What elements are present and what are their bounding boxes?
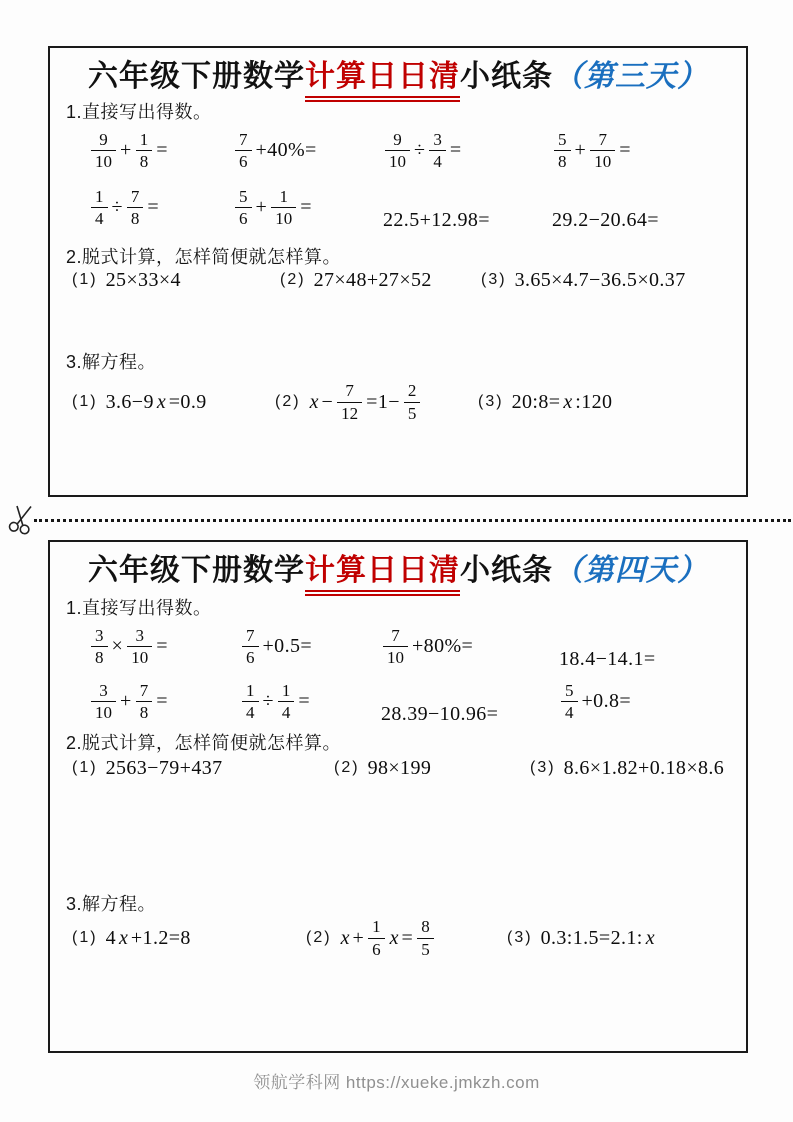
fraction-bar [271, 207, 296, 208]
fraction-bar [91, 207, 108, 208]
math-expression [308, 381, 424, 422]
equation-problems-row [72, 370, 742, 434]
fraction: $\frac{3}{10}$ [127, 626, 152, 667]
problem-item [507, 927, 657, 950]
math-expression [339, 917, 437, 958]
problem-item [481, 269, 687, 292]
math-text: 4 [105, 926, 116, 949]
math-variable: x [563, 390, 573, 413]
fraction: $\frac{7}{10}$ [383, 626, 408, 667]
cut-divider [0, 501, 793, 537]
fraction: $\frac{5}{4}$ [561, 681, 578, 722]
fraction: $\frac{5}{6}$ [235, 187, 252, 228]
math-expression [551, 209, 660, 232]
math-variable: x [118, 926, 128, 949]
problem-item [478, 391, 613, 414]
math-expression [105, 757, 224, 780]
math-text: = [156, 635, 168, 657]
page-title [50, 51, 746, 102]
math-expression [540, 927, 657, 950]
math-expression [367, 757, 433, 780]
problem-item [334, 757, 530, 780]
math-text: ÷ [111, 196, 123, 218]
math-text: = [298, 690, 311, 712]
math-text: 98×199 [367, 756, 432, 779]
math-text: =0.9 [168, 390, 207, 413]
math-text: 22.5+12.98= [383, 209, 490, 231]
fraction: $\frac{7}{6}$ [235, 130, 252, 171]
footer-watermark: 领航学科网 https://xueke.jmkzh.com [253, 1073, 540, 1092]
math-text: + [120, 690, 132, 712]
math-text: + [120, 139, 132, 161]
math-expression [563, 757, 726, 780]
section-heading-oral: 1.直接写出得数。 [66, 102, 212, 122]
section-heading-equations: 3.解方程。 [66, 894, 157, 914]
fraction: $\frac{2}{5}$ [404, 381, 421, 422]
fraction-bar [429, 150, 446, 151]
fraction-bar [383, 646, 408, 647]
oral-problems-row [88, 179, 738, 236]
math-text: 2563−79+437 [105, 756, 223, 779]
math-variable: x [309, 390, 319, 413]
oral-problems-row [88, 122, 738, 179]
math-expression [88, 681, 239, 722]
fraction-bar [136, 150, 153, 151]
fraction: $\frac{1}{8}$ [136, 130, 153, 171]
fraction-bar [337, 402, 362, 403]
fraction: $\frac{3}{8}$ [91, 626, 108, 667]
math-expression [380, 703, 558, 726]
math-expression [105, 269, 182, 292]
fraction-bar [127, 646, 152, 647]
fraction: $\frac{7}{8}$ [136, 681, 153, 722]
problem-number-label: (3) [481, 271, 507, 288]
math-text: =1− [366, 390, 400, 413]
title-suffix-text: 小纸条 [460, 554, 553, 587]
fraction-bar [561, 701, 578, 702]
problem-number-label: (1) [72, 393, 98, 410]
fraction: $\frac{9}{10}$ [385, 130, 410, 171]
math-expression [232, 130, 382, 171]
problem-number-label: (3) [530, 759, 556, 776]
fraction: $\frac{7}{8}$ [127, 187, 144, 228]
fraction: $\frac{8}{5}$ [417, 917, 434, 958]
scissors-icon [6, 501, 36, 541]
problem-number-label: (2) [275, 393, 301, 410]
math-expression [239, 626, 380, 667]
title-grade-text: 六年级下册数学 [88, 554, 305, 587]
math-text: +0.8= [581, 690, 632, 712]
title-day-label: （第三天） [553, 60, 708, 93]
math-text: = [619, 139, 631, 161]
math-expression [380, 626, 558, 667]
fraction-bar [91, 150, 116, 151]
math-text: +1.2=8 [130, 926, 191, 949]
math-expression [239, 681, 380, 722]
math-variable: x [645, 926, 655, 949]
equation-problems-row [72, 906, 742, 970]
fraction-bar [278, 701, 295, 702]
fraction: $\frac{3}{4}$ [429, 130, 446, 171]
math-expression [382, 130, 551, 171]
math-text: +0.5= [262, 635, 313, 657]
fraction-bar [590, 150, 615, 151]
fraction-bar [368, 938, 385, 939]
oral-problems-row [88, 618, 738, 675]
problem-item [72, 757, 334, 780]
math-expression [558, 681, 632, 722]
page-title [50, 545, 746, 596]
fraction: $\frac{1}{4}$ [278, 681, 295, 722]
math-text: ÷ [414, 139, 426, 161]
problem-item [306, 917, 507, 958]
problem-number-label: (2) [280, 271, 306, 288]
math-expression [514, 269, 687, 292]
problem-item [72, 269, 280, 292]
math-text: :120 [575, 390, 613, 413]
math-text: +80%= [412, 635, 474, 657]
problem-number-label: (2) [306, 929, 332, 946]
math-expression [313, 269, 433, 292]
fraction-bar [136, 701, 153, 702]
day4-worksheet-box [48, 540, 748, 1053]
problem-item [72, 391, 275, 414]
problem-number-label: (1) [72, 759, 98, 776]
math-text: = [147, 196, 160, 218]
math-expression [88, 130, 232, 171]
simplify-problems-row [72, 260, 742, 300]
fraction-bar [404, 402, 421, 403]
fraction-bar [235, 150, 252, 151]
math-text: = [156, 690, 168, 712]
math-expression [382, 209, 551, 232]
math-text: = [156, 139, 168, 161]
fraction: $\frac{9}{10}$ [91, 130, 116, 171]
math-text: 3.6−9 [105, 390, 154, 413]
title-grade-text: 六年级下册数学 [88, 60, 305, 93]
math-text: 18.4−14.1= [559, 648, 656, 670]
title-highlight-text: 计算日日清 [305, 554, 460, 596]
math-text: 28.39−10.96= [381, 703, 499, 725]
fraction: $\frac{1}{4}$ [242, 681, 259, 722]
section-heading-simplify: 2.脱式计算，怎样简便就怎样算。 [66, 247, 342, 267]
problem-number-label: (3) [507, 929, 533, 946]
math-text: = [300, 196, 312, 218]
math-text: + [352, 926, 365, 949]
simplify-problems-row [72, 748, 742, 788]
problem-number-label: (3) [478, 393, 504, 410]
fraction: $\frac{3}{10}$ [91, 681, 116, 722]
fraction-bar [242, 701, 259, 702]
math-text: = [401, 926, 414, 949]
math-variable: x [340, 926, 350, 949]
math-variable: x [156, 390, 166, 413]
math-text: ÷ [262, 690, 274, 712]
fraction: $\frac{7}{6}$ [242, 626, 259, 667]
section-heading-simplify: 2.脱式计算，怎样简便就怎样算。 [66, 733, 342, 753]
math-text: 20:8= [511, 390, 561, 413]
fraction-bar [385, 150, 410, 151]
problem-number-label: (1) [72, 929, 98, 946]
math-expression [232, 187, 382, 228]
problem-number-label: (2) [334, 759, 360, 776]
fraction: $\frac{1}{4}$ [91, 187, 108, 228]
fraction-bar [242, 646, 259, 647]
math-expression [88, 626, 239, 667]
problem-number-label: (1) [72, 271, 98, 288]
math-expression [551, 130, 632, 171]
math-expression [511, 391, 614, 414]
math-text: 8.6×1.82+0.18×8.6 [563, 756, 725, 779]
title-suffix-text: 小纸条 [460, 60, 553, 93]
math-text: = [449, 139, 462, 161]
section-heading-equations: 3.解方程。 [66, 352, 157, 372]
math-expression [105, 927, 192, 950]
fraction: $\frac{1}{10}$ [271, 187, 296, 228]
fraction-bar [417, 938, 434, 939]
fraction-bar [127, 207, 144, 208]
math-text: 25×33×4 [105, 268, 181, 291]
fraction-bar [91, 646, 108, 647]
problem-item [530, 757, 725, 780]
title-highlight-text: 计算日日清 [305, 60, 460, 102]
math-text: × [111, 635, 124, 657]
math-expression [105, 391, 208, 414]
title-day-label: （第四天） [553, 554, 708, 587]
math-text: 29.2−20.64= [552, 209, 659, 231]
math-text: + [255, 196, 268, 218]
math-variable: x [389, 926, 399, 949]
math-text: 27×48+27×52 [313, 268, 432, 291]
section-heading-oral: 1.直接写出得数。 [66, 598, 212, 618]
fraction: $\frac{7}{10}$ [590, 130, 615, 171]
math-text: +40%= [255, 139, 317, 161]
math-expression [88, 187, 232, 228]
fraction-bar [91, 701, 116, 702]
problem-item [280, 269, 481, 292]
math-text: + [574, 139, 587, 161]
problem-item [275, 381, 478, 422]
fraction: $\frac{5}{8}$ [554, 130, 571, 171]
fraction: $\frac{7}{12}$ [337, 381, 362, 422]
fraction-bar [235, 207, 252, 208]
fraction-bar [554, 150, 571, 151]
math-text: − [321, 390, 334, 413]
math-text: 3.65×4.7−36.5×0.37 [514, 268, 686, 291]
math-expression [558, 648, 657, 671]
math-text: 0.3:1.5=2.1: [540, 926, 643, 949]
problem-item [72, 927, 306, 950]
fraction: $\frac{1}{6}$ [368, 917, 385, 958]
dotted-cut-line [34, 519, 791, 522]
oral-problems-row [88, 673, 738, 730]
day3-worksheet-box [48, 46, 748, 497]
